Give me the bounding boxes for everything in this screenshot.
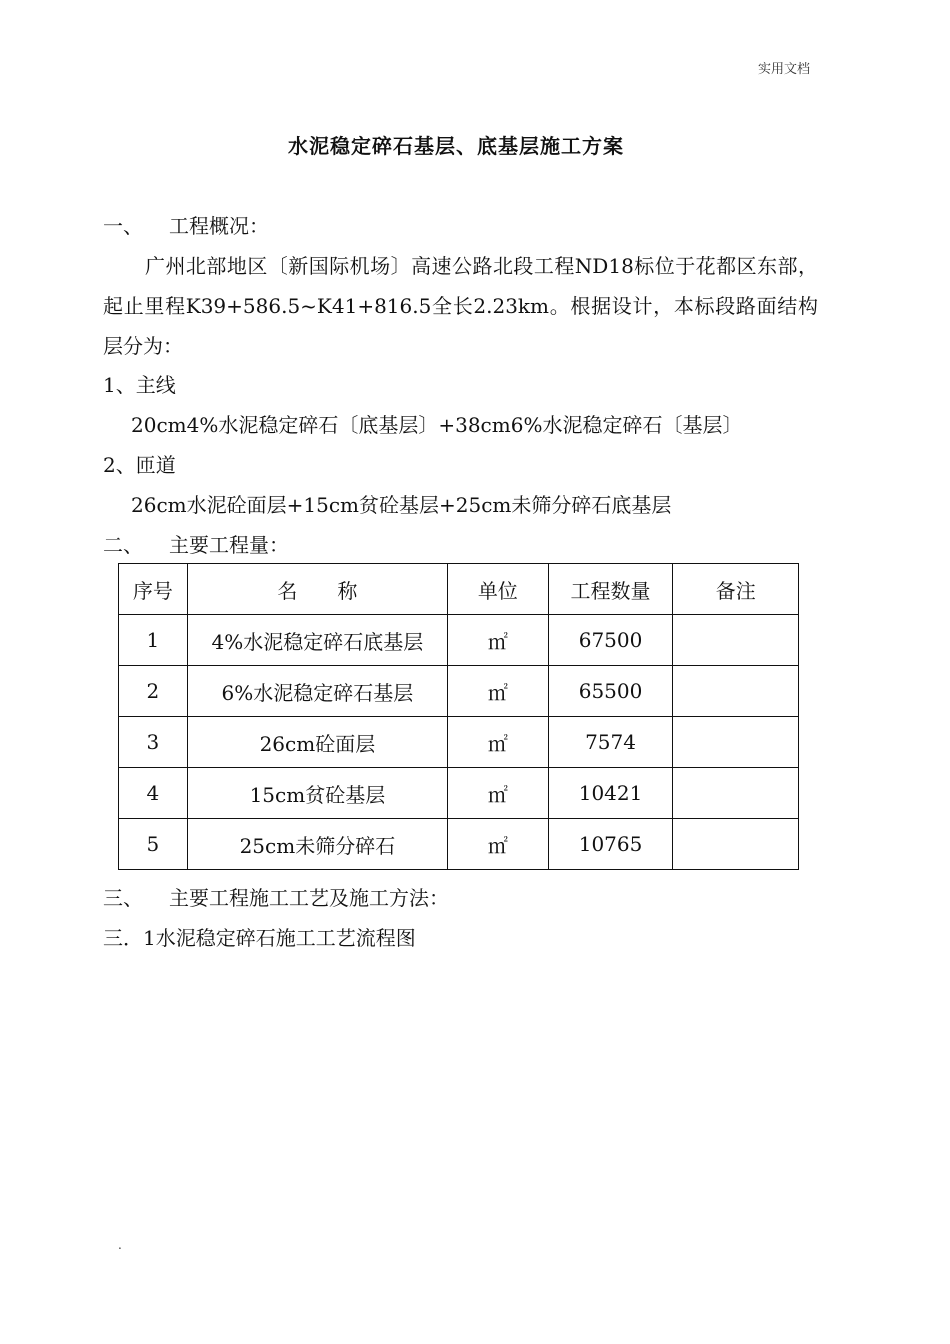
table-cell	[673, 717, 799, 768]
table-header-cell: 工程数量	[548, 564, 673, 615]
document-title: 水泥稳定碎石基层、底基层施工方案	[288, 134, 624, 158]
table-cell	[673, 666, 799, 717]
table-row	[119, 717, 799, 768]
section-1-number: 一、	[103, 214, 143, 238]
section-2-heading	[103, 531, 289, 559]
table-cell: 65500	[548, 666, 673, 717]
section-1-title: 工程概况：	[169, 214, 269, 238]
table-cell: ㎡	[447, 717, 548, 768]
table-row	[119, 666, 799, 717]
table-cell: 3	[119, 717, 188, 768]
table-cell: 10421	[548, 768, 673, 819]
table-cell: ㎡	[447, 666, 548, 717]
table-cell: 25cm未筛分碎石	[187, 819, 447, 870]
table-cell: 6%水泥稳定碎石基层	[187, 666, 447, 717]
table-cell	[673, 819, 799, 870]
table-cell: 5	[119, 819, 188, 870]
section-3-heading	[103, 884, 449, 912]
table-cell: 26cm砼面层	[187, 717, 447, 768]
table-header-cell: 单位	[447, 564, 548, 615]
table-header-row	[119, 564, 799, 615]
table-cell: 4	[119, 768, 188, 819]
table-header-cell: 名 称	[187, 564, 447, 615]
item-1-label: 1、主线	[103, 373, 176, 397]
section-3-number: 三、	[103, 886, 143, 910]
section-2-number: 二、	[103, 533, 143, 557]
section-1-paragraph: 广州北部地区〔新国际机场〕高速公路北段工程ND18标位于花都区东部，起止里程K39+586.5~K41+816.5全长2.23km。根据设计，本标段路面结构层分为：	[103, 254, 818, 358]
quantities-table	[118, 563, 799, 870]
table-row	[119, 768, 799, 819]
table-row	[119, 819, 799, 870]
footer-mark: .	[118, 1238, 122, 1252]
table-row	[119, 615, 799, 666]
item-1-text: 20cm4%水泥稳定碎石〔底基层〕+38cm6%水泥稳定碎石〔基层〕	[131, 413, 743, 437]
item-2-text: 26cm水泥砼面层+15cm贫砼基层+25cm未筛分碎石底基层	[131, 493, 672, 517]
table-header-cell: 序号	[119, 564, 188, 615]
section-1-heading	[103, 212, 269, 240]
item-2-label: 2、匝道	[103, 453, 176, 477]
table-cell: 15cm贫砼基层	[187, 768, 447, 819]
table-cell	[673, 768, 799, 819]
table-cell: 1	[119, 615, 188, 666]
table-cell: 67500	[548, 615, 673, 666]
table-cell: ㎡	[447, 768, 548, 819]
header-label: 实用文档	[758, 62, 811, 77]
section-3-1-heading: 三．1水泥稳定碎石施工工艺流程图	[103, 926, 416, 950]
table-cell	[673, 615, 799, 666]
table-header-cell: 备注	[673, 564, 799, 615]
table-cell: 7574	[548, 717, 673, 768]
table-cell: ㎡	[447, 819, 548, 870]
section-2-title: 主要工程量：	[169, 533, 289, 557]
section-3-title: 主要工程施工工艺及施工方法：	[169, 886, 449, 910]
table-cell: 2	[119, 666, 188, 717]
table-cell: 10765	[548, 819, 673, 870]
table-cell: 4%水泥稳定碎石底基层	[187, 615, 447, 666]
table-cell: ㎡	[447, 615, 548, 666]
